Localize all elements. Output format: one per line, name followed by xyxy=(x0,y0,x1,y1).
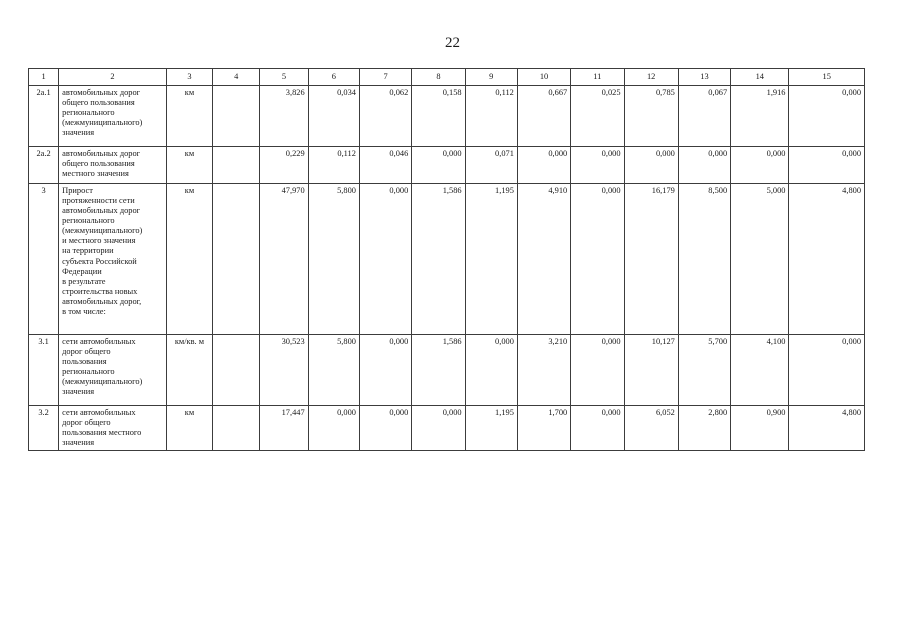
row-value: 0,046 xyxy=(359,147,411,184)
row-value: 4,100 xyxy=(731,335,789,406)
row-value: 17,447 xyxy=(260,406,308,451)
row-name-text: автомобильных дорог общего пользования регионального (межмуниципального) значения xyxy=(62,88,143,138)
row-value: 3,210 xyxy=(517,335,570,406)
column-header: 10 xyxy=(517,69,570,86)
column-header: 1 xyxy=(29,69,59,86)
row-value: 0,000 xyxy=(678,147,730,184)
row-value: 0,000 xyxy=(517,147,570,184)
column-header: 6 xyxy=(308,69,359,86)
row-value: 1,586 xyxy=(412,184,465,335)
row-value: 0,158 xyxy=(412,86,465,147)
column-header: 13 xyxy=(678,69,730,86)
row-value: 10,127 xyxy=(624,335,678,406)
row-value: 0,000 xyxy=(359,184,411,335)
row-name xyxy=(59,335,167,406)
row-value: 0,000 xyxy=(571,335,624,406)
row-name-text: сети автомобильных дорог общего пользования регионального (межмуниципального) значения xyxy=(62,337,143,397)
row-value: 0,667 xyxy=(517,86,570,147)
row-value: 4,910 xyxy=(517,184,570,335)
table-row xyxy=(29,184,865,335)
row-value: 2,800 xyxy=(678,406,730,451)
row-value: 0,000 xyxy=(731,147,789,184)
row-unit: км xyxy=(166,406,212,451)
row-value: 1,916 xyxy=(731,86,789,147)
column-header: 11 xyxy=(571,69,624,86)
row-value: 0,000 xyxy=(359,406,411,451)
column-header: 3 xyxy=(166,69,212,86)
header-row xyxy=(29,69,865,86)
table-row xyxy=(29,335,865,406)
row-col4 xyxy=(213,406,260,451)
row-col4 xyxy=(213,86,260,147)
row-value: 0,000 xyxy=(412,147,465,184)
table-row xyxy=(29,406,865,451)
row-code: 3.2 xyxy=(29,406,59,451)
row-value: 0,900 xyxy=(731,406,789,451)
row-value: 16,179 xyxy=(624,184,678,335)
row-value: 0,071 xyxy=(465,147,517,184)
row-value: 0,067 xyxy=(678,86,730,147)
row-unit: км xyxy=(166,147,212,184)
row-value: 0,000 xyxy=(465,335,517,406)
column-header: 9 xyxy=(465,69,517,86)
row-value: 0,025 xyxy=(571,86,624,147)
column-header: 4 xyxy=(213,69,260,86)
row-code: 2а.1 xyxy=(29,86,59,147)
table-row xyxy=(29,147,865,184)
row-value: 0,000 xyxy=(571,147,624,184)
row-name-text: Прирост протяженности сети автомобильных дорог регионального (межмуниципального) и местного значения на территории субъекта Российской Федерации в результате строительства новых автомобильных дорог, в том числе: xyxy=(62,186,143,316)
row-col4 xyxy=(213,147,260,184)
column-header: 15 xyxy=(789,69,865,86)
row-value: 5,000 xyxy=(731,184,789,335)
row-value: 0,112 xyxy=(308,147,359,184)
row-value: 1,586 xyxy=(412,335,465,406)
row-value: 3,826 xyxy=(260,86,308,147)
row-name-text: автомобильных дорог общего пользования местного значения xyxy=(62,149,141,179)
row-value: 0,000 xyxy=(308,406,359,451)
row-value: 30,523 xyxy=(260,335,308,406)
row-value: 0,000 xyxy=(789,147,865,184)
row-value: 0,034 xyxy=(308,86,359,147)
row-name xyxy=(59,184,167,335)
row-value: 0,785 xyxy=(624,86,678,147)
row-value: 4,800 xyxy=(789,184,865,335)
row-name-text: сети автомобильных дорог общего пользования местного значения xyxy=(62,408,142,448)
row-value: 0,000 xyxy=(571,184,624,335)
row-value: 6,052 xyxy=(624,406,678,451)
data-table xyxy=(28,68,865,451)
row-code: 3.1 xyxy=(29,335,59,406)
page-number: 22 xyxy=(445,35,460,51)
row-value: 8,500 xyxy=(678,184,730,335)
row-code: 2а.2 xyxy=(29,147,59,184)
row-unit: км xyxy=(166,184,212,335)
row-value: 1,195 xyxy=(465,406,517,451)
column-header: 5 xyxy=(260,69,308,86)
column-header: 8 xyxy=(412,69,465,86)
row-value: 1,195 xyxy=(465,184,517,335)
row-col4 xyxy=(213,335,260,406)
column-header: 7 xyxy=(359,69,411,86)
row-col4 xyxy=(213,184,260,335)
row-unit: км xyxy=(166,86,212,147)
row-value: 0,000 xyxy=(789,86,865,147)
row-value: 4,800 xyxy=(789,406,865,451)
row-value: 1,700 xyxy=(517,406,570,451)
row-value: 47,970 xyxy=(260,184,308,335)
row-value: 0,000 xyxy=(359,335,411,406)
row-code: 3 xyxy=(29,184,59,335)
row-name xyxy=(59,406,167,451)
column-header: 2 xyxy=(59,69,167,86)
row-value: 5,800 xyxy=(308,184,359,335)
row-name xyxy=(59,147,167,184)
row-value: 5,800 xyxy=(308,335,359,406)
row-value: 0,062 xyxy=(359,86,411,147)
row-value: 0,000 xyxy=(789,335,865,406)
row-value: 0,112 xyxy=(465,86,517,147)
row-value: 5,700 xyxy=(678,335,730,406)
column-header: 14 xyxy=(731,69,789,86)
row-unit: км/кв. м xyxy=(166,335,212,406)
row-value: 0,229 xyxy=(260,147,308,184)
column-header: 12 xyxy=(624,69,678,86)
table-row xyxy=(29,86,865,147)
row-value: 0,000 xyxy=(571,406,624,451)
row-value: 0,000 xyxy=(624,147,678,184)
row-value: 0,000 xyxy=(412,406,465,451)
row-name xyxy=(59,86,167,147)
